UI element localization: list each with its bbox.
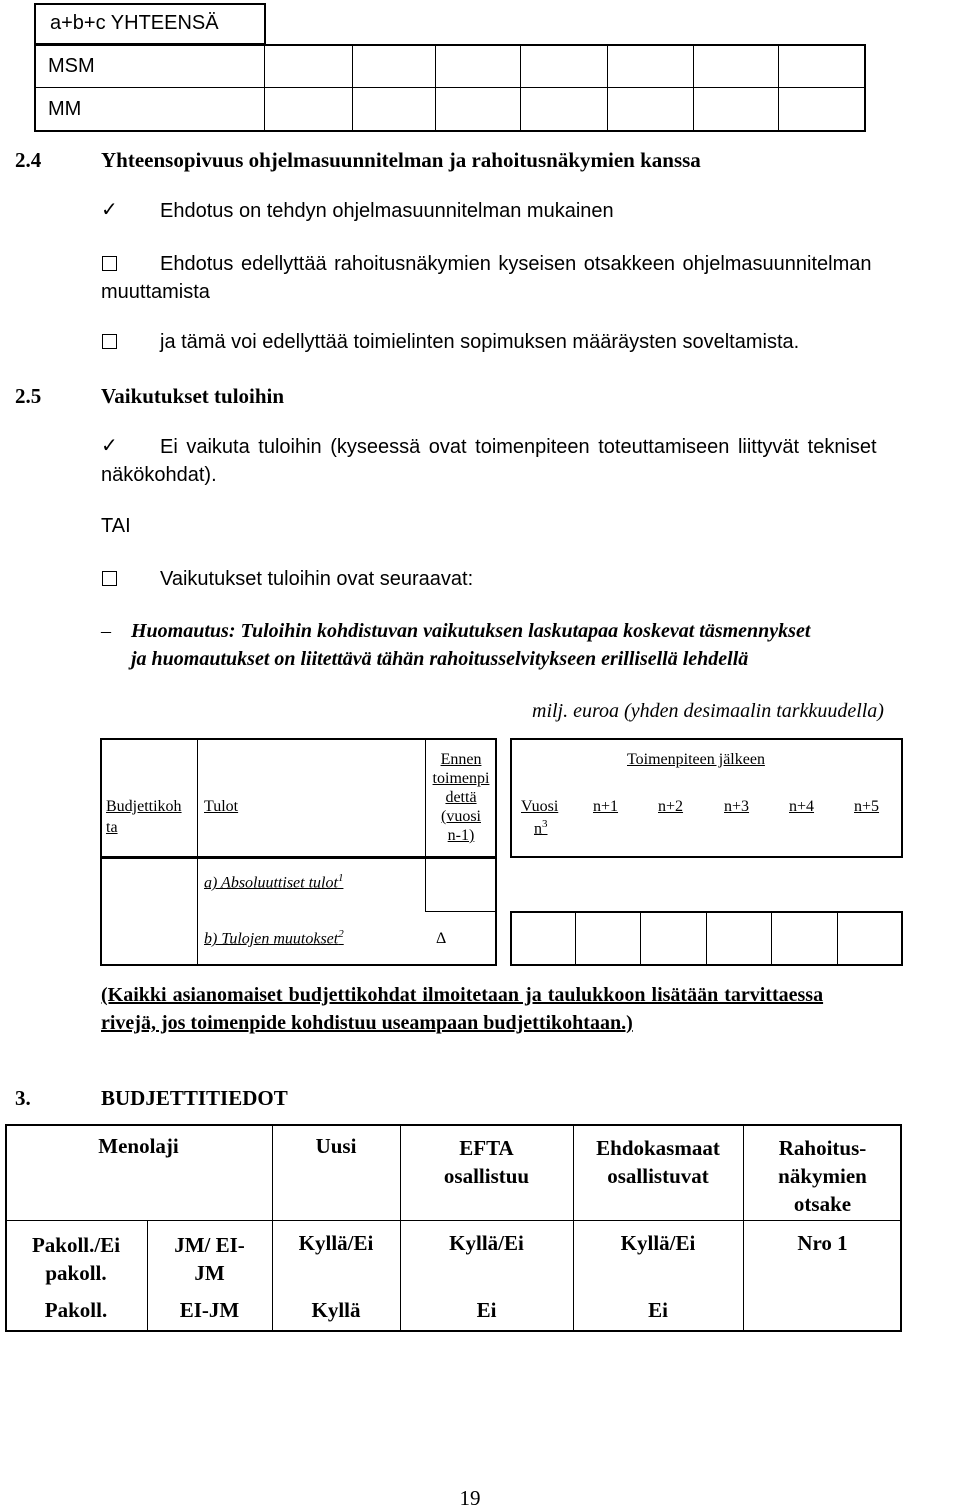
- unit-note: milj. euroa (yhden desimaalin tarkkuudella): [532, 700, 884, 722]
- top-table-body: [34, 44, 866, 132]
- section-number: 2.5: [15, 384, 42, 408]
- column-header-budget-line: Budjettikoh: [106, 798, 182, 815]
- revenue-table-divider: [425, 738, 426, 858]
- row-b-superscript: 2: [338, 928, 344, 940]
- option-text: ja tämä voi edellyttää toimielinten sopimuksen määräysten soveltamista.: [160, 331, 800, 353]
- top-table-col-divider: [352, 44, 353, 132]
- section-title: Vaikutukset tuloihin: [101, 384, 285, 408]
- column-header-budget-line-cont: ta: [106, 819, 118, 836]
- delta-symbol: Δ: [436, 930, 447, 947]
- column-header-year-4: n+4: [789, 798, 815, 815]
- revenue-table-divider: [640, 911, 641, 966]
- header-uusi: Uusi: [315, 1134, 357, 1158]
- cell-line: Pakoll./Ei: [31, 1233, 121, 1257]
- checkmark-icon: ✓: [101, 199, 118, 221]
- checkbox-icon[interactable]: [102, 334, 117, 349]
- column-header-year-1: n+1: [593, 798, 619, 815]
- cell-efta: Ei: [476, 1298, 497, 1322]
- row-a-superscript: 1: [337, 872, 344, 884]
- before-line: Ennen: [440, 751, 482, 768]
- checkbox-icon[interactable]: [102, 256, 117, 271]
- option-text: Vaikutukset tuloihin ovat seuraavat:: [160, 568, 474, 590]
- top-table-col-divider: [520, 44, 521, 132]
- option-text-line: Ehdotus edellyttää rahoitusnäkymien kyseisen otsakkeen ohjelmasuunnitelman: [160, 253, 872, 275]
- revenue-table-divider: [197, 738, 198, 858]
- column-header-year-n: [534, 818, 548, 838]
- revenue-table-divider: [425, 857, 426, 912]
- before-line: dettä: [445, 789, 477, 806]
- cell-uusi: Kyllä/Ei: [298, 1231, 374, 1255]
- row-label-absolute: [204, 872, 343, 892]
- header-ehdokasmaat-line: osallistuvat: [607, 1164, 709, 1188]
- year-n: n: [534, 820, 542, 838]
- section-number: 3.: [15, 1086, 31, 1110]
- row-b-text: b) Tulojen muutokset: [204, 930, 339, 948]
- header-rahoitus-line: näkymien: [778, 1164, 867, 1188]
- cell-pakoll: [5, 1231, 147, 1287]
- section-title: Yhteensopivuus ohjelmasuunnitelman ja rahoitusnäkymien kanssa: [101, 148, 701, 172]
- note-line: Huomautus: Tuloihin kohdistuvan vaikutuksen laskutapaa koskevat täsmennykset: [131, 620, 811, 642]
- revenue-table-divider: [837, 911, 838, 966]
- top-table-col-divider: [435, 44, 436, 132]
- instruction-line: rivejä, jos toimenpide kohdistuu useampaan budjettikohtaan.): [101, 1012, 633, 1034]
- revenue-table-divider: [771, 911, 772, 966]
- budget-table-divider: [5, 1220, 902, 1221]
- revenue-table-divider: [575, 911, 576, 966]
- header-efta-line: EFTA: [459, 1136, 514, 1160]
- cell-pakoll: Pakoll.: [44, 1298, 108, 1322]
- checkbox-icon[interactable]: [102, 571, 117, 586]
- option-text: Ei vaikuta tuloihin (kyseessä ovat toimenpiteen toteuttamiseen liittyvät tekniset: [160, 436, 877, 458]
- row-label-change: [204, 928, 344, 948]
- section-title: BUDJETTITIEDOT: [101, 1086, 288, 1110]
- row-a-text: a) Absoluuttiset tulot: [204, 874, 338, 892]
- column-header-year: Vuosi: [521, 798, 559, 815]
- option-text: Ehdotus on tehdyn ohjelmasuunnitelman mukainen: [160, 200, 614, 222]
- cell-jm: EI-JM: [179, 1298, 240, 1322]
- before-line: n-1): [447, 827, 475, 844]
- top-table-row-label: MM: [48, 98, 82, 120]
- top-table-row-label: MSM: [48, 55, 95, 77]
- cell-line: pakoll.: [45, 1261, 107, 1285]
- cell-line: JM: [194, 1261, 225, 1285]
- header-rahoitus-line: otsake: [793, 1192, 852, 1216]
- column-header-year-5: n+5: [854, 798, 880, 815]
- option-text: [160, 253, 957, 276]
- after-header: Toimenpiteen jälkeen: [627, 751, 765, 768]
- column-header-revenue: Tulot: [204, 798, 239, 815]
- revenue-table-divider: [425, 911, 497, 912]
- column-header-year-3: n+3: [724, 798, 750, 815]
- section-number: 2.4: [15, 148, 42, 172]
- note-line: ja huomautukset on liitettävä tähän rahoitusselvitykseen erillisellä lehdellä: [131, 648, 749, 670]
- before-line: (vuosi: [441, 808, 481, 825]
- option-text-continuation: näkökohdat).: [101, 464, 217, 486]
- top-table-header-label: a+b+c YHTEENSÄ: [50, 12, 219, 34]
- revenue-table-divider: [197, 857, 198, 966]
- top-table-col-divider: [607, 44, 608, 132]
- header-menolaji: Menolaji: [98, 1134, 179, 1158]
- checkmark-icon: ✓: [101, 435, 118, 457]
- option-text-continuation: muuttamista: [101, 281, 210, 303]
- cell-rahoitus: Nro 1: [797, 1231, 848, 1255]
- header-ehdokasmaat: [573, 1134, 743, 1190]
- header-ehdokasmaat-line: Ehdokasmaat: [596, 1136, 720, 1160]
- header-rahoitus-line: Rahoitus-: [778, 1136, 867, 1160]
- or-label: TAI: [101, 515, 131, 537]
- header-efta: [400, 1134, 573, 1190]
- top-table-col-divider: [778, 44, 779, 132]
- cell-ehdokasmaat: Kyllä/Ei: [620, 1231, 696, 1255]
- cell-jm: [147, 1231, 272, 1287]
- cell-uusi: Kyllä: [311, 1298, 361, 1322]
- column-header-before: [427, 750, 495, 845]
- note-dash: –: [101, 620, 111, 642]
- top-table-col-divider: [264, 44, 265, 132]
- header-efta-line: osallistuu: [443, 1164, 530, 1188]
- before-line: toimenpi: [432, 770, 490, 787]
- cell-efta: Kyllä/Ei: [449, 1231, 524, 1255]
- cell-line: JM/ EI-: [174, 1233, 245, 1257]
- instruction-line: (Kaikki asianomaiset budjettikohdat ilmoitetaan ja taulukkoon lisätään tarvittaessa: [101, 984, 824, 1006]
- header-rahoitus: [743, 1134, 902, 1218]
- column-header-year-2: n+2: [658, 798, 684, 815]
- year-superscript: 3: [542, 818, 548, 830]
- top-table-col-divider: [693, 44, 694, 132]
- revenue-table-divider: [706, 911, 707, 966]
- top-table-row-divider: [34, 87, 866, 88]
- page-number: 19: [459, 1486, 481, 1510]
- cell-ehdokasmaat: Ei: [648, 1298, 668, 1322]
